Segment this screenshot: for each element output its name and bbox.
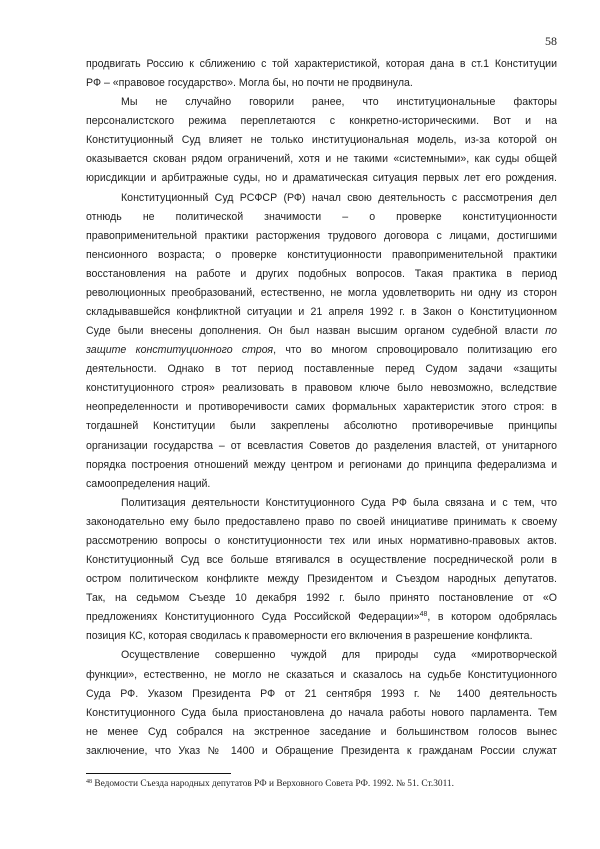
text-line: организации государства – от всевластия Советов до разделения властей, от унитарного: [86, 439, 557, 452]
footnote-separator: [86, 773, 231, 774]
text-line: рассмотрению вопросы о конституционности тех или иных нормативно-правовых актов.: [86, 534, 557, 547]
text-segment: , что во многом спровоцировало политизацию его: [273, 344, 557, 357]
text-segment: , в котором одобрялась: [427, 611, 557, 624]
italic-text: по: [545, 325, 557, 338]
footnote: [86, 779, 454, 789]
footnote-text: Ведомости Съезда народных депутатов РФ и Верховного Совета РФ. 1992. № 51. Ст.3011.: [92, 779, 454, 789]
footnote-marker: 48: [86, 779, 92, 785]
text-line: тогдашней Конституции были закреплены абсолютно противоречивые принципы: [86, 420, 557, 433]
text-line: персоналистского режима переплетаются с конкретно-историческими. Вот и на: [86, 115, 557, 128]
footnote-reference[interactable]: 48: [419, 611, 428, 619]
text-line: складывавшейся конфликтной ситуации и 21 апреля 1992 г. в Закон о Конституционном: [86, 306, 557, 319]
paragraph-start-line: Конституционный Суд РСФСР (РФ) начал свою деятельность с рассмотрения дел: [121, 191, 557, 204]
text-line: отнюдь не политической значимости – о проверке конституционности: [86, 210, 557, 223]
text-line: не менее Суд собрался на экстренное заседание и большинством голосов вынес: [86, 725, 557, 738]
text-line: [86, 341, 557, 360]
text-line: позиция КС, которая сводилась к правомерности его включения в разрешение конфликта.: [86, 630, 533, 643]
text-line: законодательно ему было предоставлено право по своей инициативе принимать к своему: [86, 515, 557, 528]
page-number: 58: [545, 34, 557, 48]
text-line: РФ – «правовое государство». Могла бы, но почти не продвинула.: [86, 77, 413, 90]
text-segment: Суде были внесены дополнения. Он был назван высшим органом судебной власти: [86, 325, 546, 338]
text-line: продвигать Россию к сближению с той характеристикой, которая дана в ст.1 Конституции: [86, 58, 557, 70]
text-line: остром политическом конфликте между Президентом и Съездом народных депутатов.: [86, 573, 557, 586]
text-line: заключение, что Указ № 1400 и Обращение Президента к гражданам России служат: [86, 744, 557, 757]
text-line: революционных преобразований, естественно, не могла удовлетворить ни одну из сторон: [86, 286, 557, 299]
text-line: Конституционный Суд влияет не только институциональная модель, из-за которой он: [86, 134, 557, 147]
paragraph-start-line: Политизация деятельности Конституционного Суда РФ была связана и с тем, что: [121, 496, 557, 509]
text-line: [86, 608, 557, 627]
text-line: самоопределения наций.: [86, 477, 211, 490]
text-line: неопределенности и противоречивости самих формальных характеристик этого строя: в: [86, 401, 557, 414]
italic-text: защите конституционного строя: [86, 344, 274, 357]
text-line: Конституционного Суда была приостановлена до начала работы нового парламента. Тем: [86, 706, 557, 719]
text-line: правоприменительной практики расторжения трудового договора с лицами, достигшими: [86, 229, 557, 242]
paragraph-start-line: Мы не случайно говорили ранее, что институциональные факторы: [121, 96, 557, 109]
text-line: конституционного строя» реализовать в правовом ключе было невозможно, вследствие: [86, 382, 557, 395]
text-line: порядка построения отношений между центром и регионами до принципа федерализма и: [86, 458, 557, 471]
text-line: пенсионного возраста; о проверке конституционности правоприменительной практики: [86, 248, 557, 261]
text-line: Так, на седьмом Съезде 10 декабря 1992 г. было принято постановление от «О: [86, 592, 557, 605]
text-line: Конституционный Суд все больше втягивался в осуществление посреднической роли в: [86, 554, 557, 567]
text-line: деятельности. Однако в тот период поставленные перед Судом задачи «защиты: [86, 363, 557, 376]
text-line: юрисдикции и арбитражные суды, но и драматическая ситуация первых лет его рождения.: [86, 172, 557, 185]
text-line: функции», естественно, не могло не сказаться и сказалось на судьбе Конституционного: [86, 668, 557, 681]
text-segment: предложениях Конституционного Суда Российской Федерации»: [86, 611, 420, 624]
body-text: [86, 55, 557, 761]
text-line: оказывается скован рядом ограничений, хотя и не такими «системными», как суды общей: [86, 153, 557, 166]
text-line: восстановления на работе и других подобных вопросов. Такая практика в период: [86, 267, 557, 280]
paragraph-start-line: Осуществление совершенно чуждой для природы суда «миротворческой: [121, 649, 557, 662]
text-line: Суда РФ. Указом Президента РФ от 21 сентября 1993 г. № 1400 деятельность: [86, 687, 557, 700]
text-line: [86, 322, 557, 341]
